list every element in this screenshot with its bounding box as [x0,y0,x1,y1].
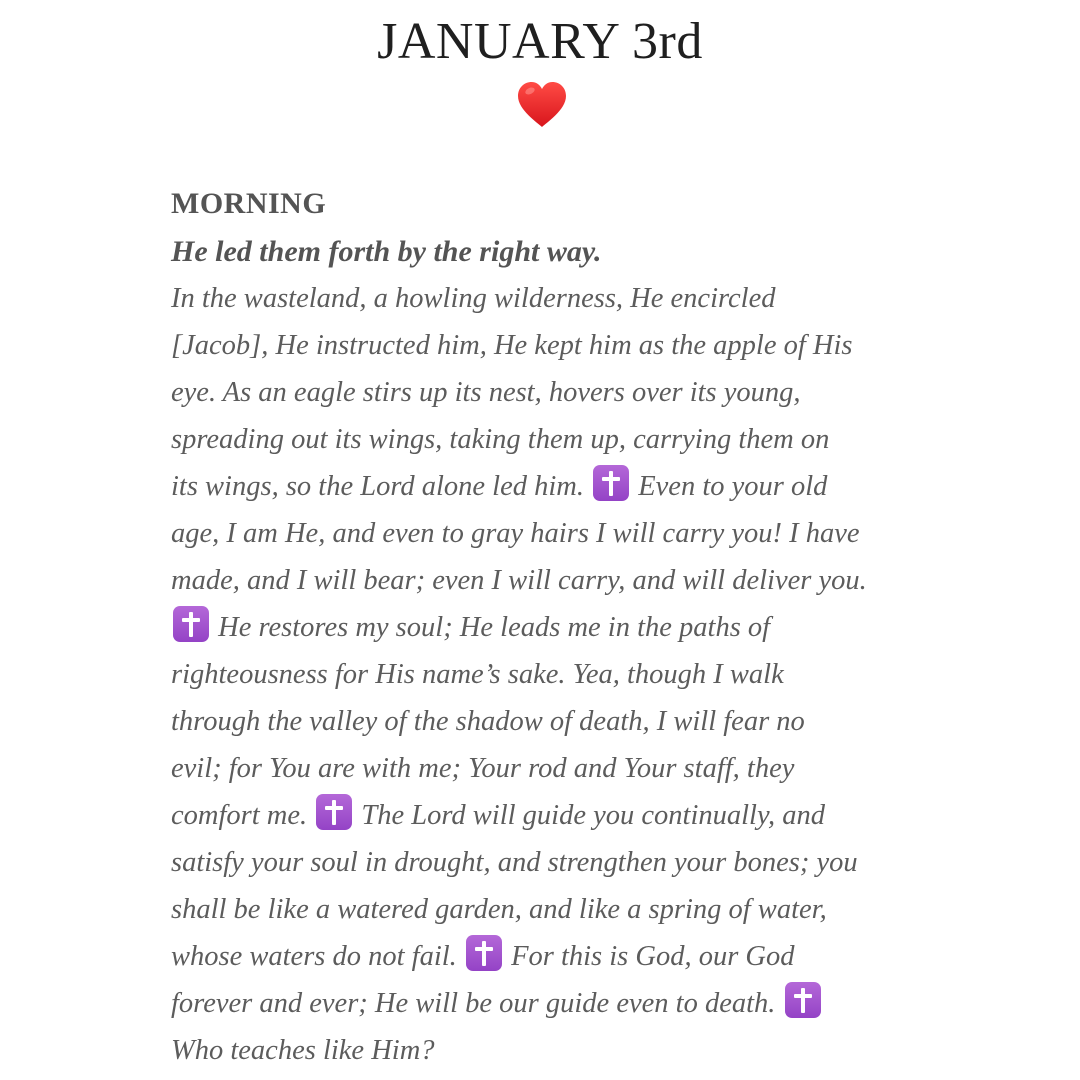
body-line: shall be like a watered garden, and like a spring of water, [171,894,827,925]
body-line: made, and I will bear; even I will carry, and will deliver you. [171,565,867,596]
body-text-segment: forever and ever; He will be our guide even to death. [171,988,776,1019]
body-text-segment: whose waters do not fail. [171,941,457,972]
page-title: JANUARY 3rd [377,13,703,70]
body-line [171,980,931,1027]
body-line: evil; for You are with me; Your rod and Your staff, they [171,753,795,784]
body-line: righteousness for His name’s sake. Yea, though I walk [171,659,784,690]
body-line: age, I am He, and even to gray hairs I will carry you! I have [171,518,860,549]
section-label: MORNING [171,187,327,220]
body-line: eye. As an eagle stirs up its nest, hovers over its young, [171,377,801,408]
body-line [171,792,931,839]
body-line: In the wasteland, a howling wilderness, He encircled [171,283,776,314]
scripture-body [171,275,931,1074]
body-text-segment: comfort me. [171,800,308,831]
body-line: spreading out its wings, taking them up, carrying them on [171,424,830,455]
body-line: through the valley of the shadow of death, I will fear no [171,706,805,737]
body-line: satisfy your soul in drought, and strengthen your bones; you [171,847,858,878]
body-text-segment: He restores my soul; He leads me in the paths of [218,612,771,643]
latin-cross-icon [316,794,352,830]
latin-cross-icon [466,935,502,971]
reading-content [171,184,931,1074]
latin-cross-icon [785,982,821,1018]
body-text-segment: The Lord will guide you continually, and [361,800,826,831]
heart-icon [516,80,568,130]
body-line [171,463,931,510]
latin-cross-icon [173,606,209,642]
body-line: Who teaches like Him? [171,1035,435,1066]
body-line [171,933,931,980]
verse-heading: He led them forth by the right way. [171,235,602,268]
body-line: [Jacob], He instructed him, He kept him as the apple of His [171,330,853,361]
latin-cross-icon [593,465,629,501]
body-text-segment: its wings, so the Lord alone led him. [171,471,584,502]
body-text-segment: Even to your old [638,471,828,502]
body-line [171,604,931,651]
body-text-segment: For this is God, our God [511,941,795,972]
